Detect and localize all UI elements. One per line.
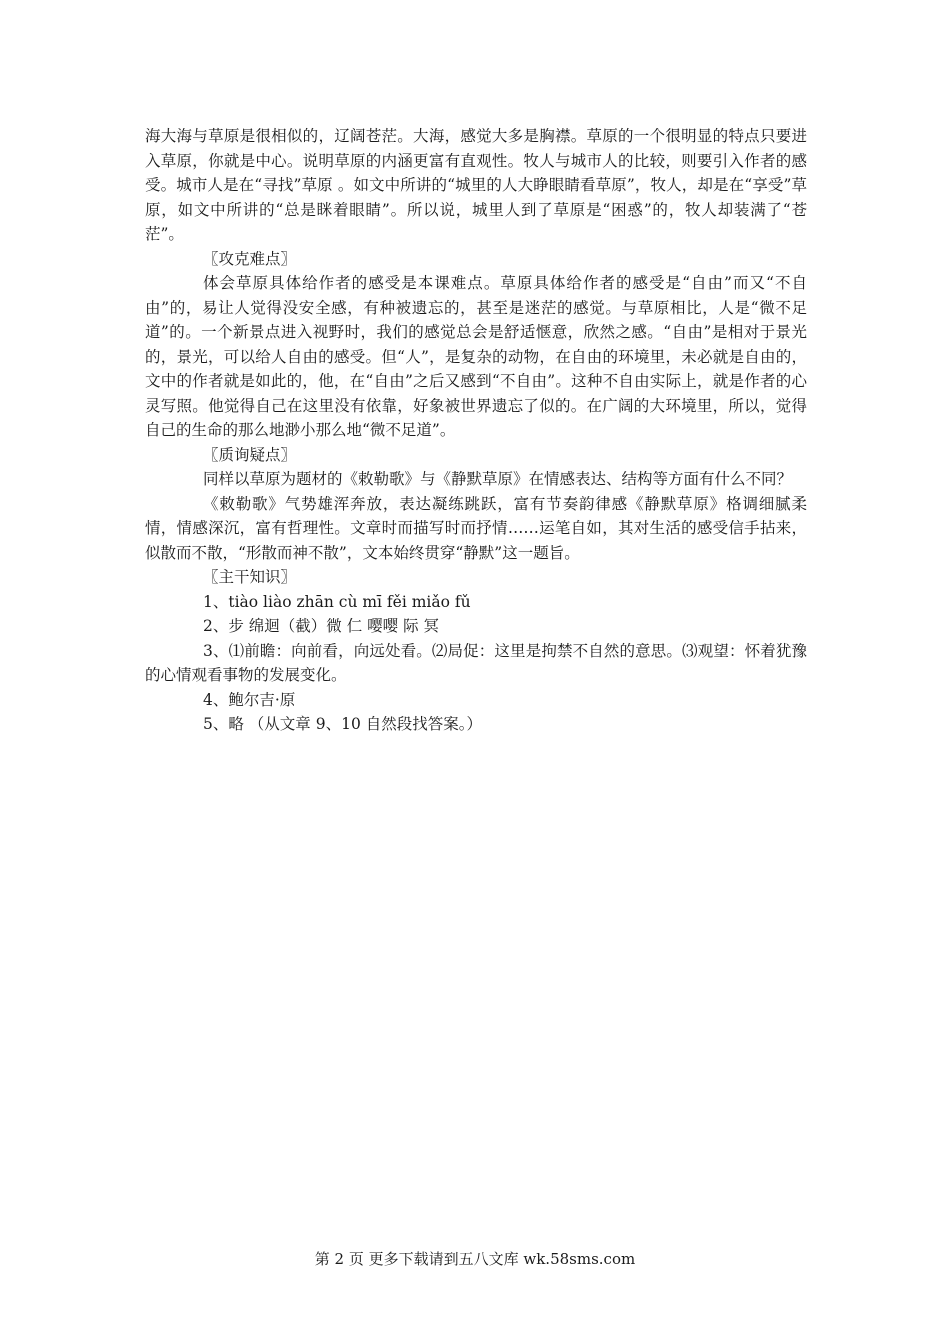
zhixun-answer: 《敕勒歌》气势雄浑奔放，表达凝练跳跃，富有节奏韵律感《静默草原》格调细腻柔情，情感深沉，富有哲理性。文章时而描写时而抒情……运笔自如，其对生活的感受信手拈来，似散而不散，“形散而神不散”，文本始终贯穿“静默”这一题旨。 bbox=[145, 494, 807, 562]
zhugan-item-2: 2、步 绵迴（截）微 仁 嘤嘤 际 冥 bbox=[203, 617, 439, 635]
document-body bbox=[145, 124, 807, 737]
gongke-paragraph: 体会草原具体给作者的感受是本课难点。草原具体给作者的感受是“自由”而又“不自由”的，易让人觉得没安全感，有种被遗忘的，甚至是迷茫的感觉。与草原相比，人是“微不足道”的。一个新景点进入视野时，我们的感觉总会是舒适惬意，欣然之感。“自由”是相对于景光的，景光，可以给人自由的感受。但“人”，是复杂的动物，在自由的环境里，未必就是自由的，文中的作者就是如此的，他，在“自由”之后又感到“不自由”。这种不自由实际上，就是作者的心灵写照。他觉得自己在这里没有依靠，好象被世界遗忘了似的。在广阔的大环境里，所以，觉得自己的生命的那么地渺小那么地“微不足道”。 bbox=[145, 274, 807, 439]
section-heading-gongke: 〖攻克难点〗 bbox=[203, 249, 297, 268]
section-heading-zhugan: 〖主干知识〗 bbox=[203, 568, 297, 586]
zhugan-item-1: 1、tiào liào zhān cù mī fěi miǎo fǔ bbox=[203, 592, 471, 611]
section-heading-zhixun: 〖质询疑点〗 bbox=[203, 445, 297, 464]
zhugan-item-4: 4、鲍尔吉·原 bbox=[203, 690, 296, 709]
intro-paragraph: 海大海与草原是很相似的，辽阔苍茫。大海，感觉大多是胸襟。草原的一个很明显的特点只要进入草原，你就是中心。说明草原的内涵更富有直观性。牧人与城市人的比较，则要引入作者的感受。城市人是在“寻找”草原 。如文中所讲的“城里的人大睁眼睛看草原”，牧人，却是在“享受”草原，如文中所讲的“总是眯着眼睛”。所以说，城里人到了草原是“困惑”的，牧人却装满了“苍茫”。 bbox=[145, 127, 807, 243]
page-footer: 第 2 页 更多下载请到五八文库 wk.58sms.com bbox=[314, 1250, 636, 1268]
zhugan-item-3: 3、⑴前瞻：向前看，向远处看。⑵局促：这里是拘禁不自然的意思。⑶观望：怀着犹豫的心情观看事物的发展变化。 bbox=[145, 641, 807, 684]
zhugan-item-5: 5、略 （从文章 9、10 自然段找答案。） bbox=[203, 715, 482, 733]
zhixun-question: 同样以草原为题材的《敕勒歌》与《静默草原》在情感表达、结构等方面有什么不同？ bbox=[203, 470, 793, 488]
